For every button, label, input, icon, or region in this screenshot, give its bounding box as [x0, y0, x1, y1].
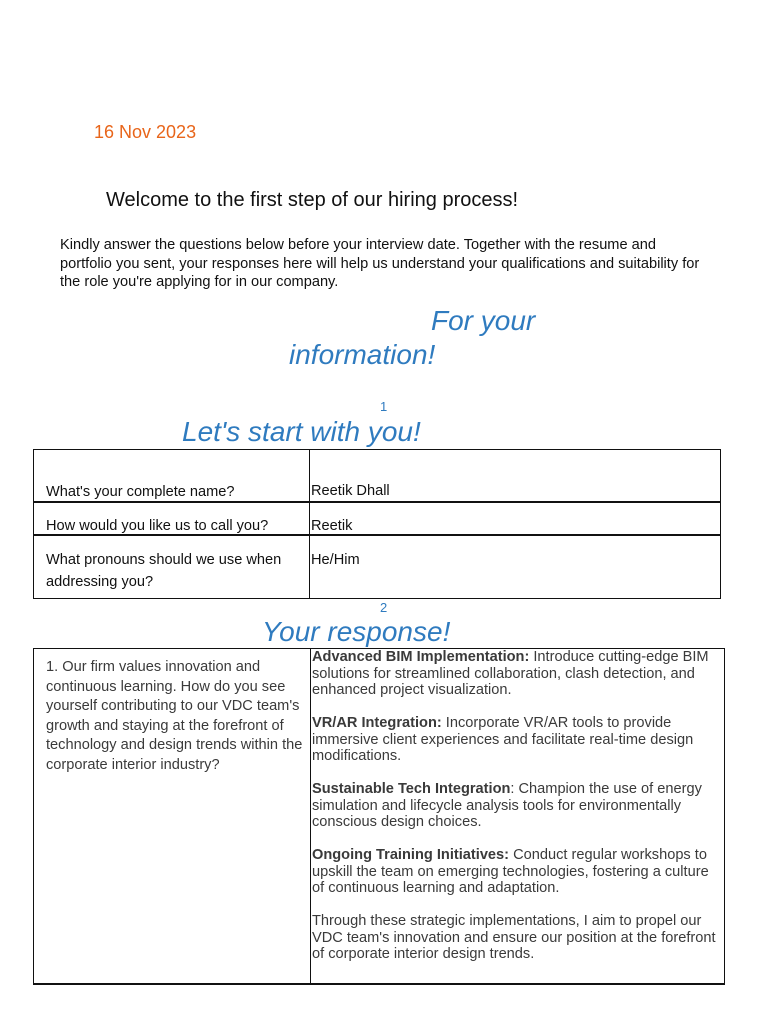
document-date: 16 Nov 2023	[94, 122, 197, 142]
question-nickname: How would you like us to call you?	[46, 518, 269, 534]
question-name: What's your complete name?	[46, 484, 235, 500]
response-table	[33, 648, 725, 985]
section-title: Let's start with you!	[182, 416, 421, 447]
column-divider	[309, 450, 310, 598]
column-divider	[310, 649, 311, 983]
section-number: 1	[380, 399, 388, 414]
answer-paragraph-text: Incorporate VR/AR tools to provide immersive client experiences and facilitate real-time design modifications.	[312, 715, 694, 764]
answer-paragraph-heading: VR/AR Integration:	[312, 715, 442, 731]
answer-name: Reetik Dhall	[311, 483, 390, 499]
info-heading-line1: For your	[431, 305, 536, 336]
answer-paragraph-text: : Champion the use of energy simulation and lifecycle analysis tools for environmentally conscious design choices.	[312, 781, 702, 830]
answer-paragraph	[312, 649, 724, 699]
section-number: 2	[380, 600, 388, 615]
response-answer	[312, 649, 724, 979]
answer-nickname: Reetik	[311, 518, 353, 534]
answer-paragraph-heading: Ongoing Training Initiatives:	[312, 847, 510, 863]
answer-paragraph-text: Through these strategic implementations, I aim to propel our VDC team's innovation and ensure our position at the forefront of corporate interior design trends.	[312, 913, 716, 962]
answer-paragraph-heading: Advanced BIM Implementation:	[312, 649, 530, 665]
welcome-heading: Welcome to the first step of our hiring process!	[106, 189, 519, 211]
answer-paragraph	[312, 913, 724, 963]
answer-paragraph	[312, 847, 724, 897]
answer-paragraph-heading: Sustainable Tech Integration	[312, 781, 511, 797]
answer-paragraph	[312, 781, 724, 831]
answer-pronouns: He/Him	[311, 552, 360, 568]
info-heading-line2: information!	[289, 339, 436, 370]
question-pronouns: What pronouns should we use when addressing you?	[46, 552, 282, 590]
section-title: Your response!	[262, 616, 451, 647]
personal-info-table	[33, 449, 721, 599]
response-question: 1. Our firm values innovation and continuous learning. How do you see yourself contributing to our VDC team's growth and staying at the forefront of technology and design trends within the corporate interior industry?	[46, 659, 303, 773]
answer-paragraph-text: Introduce cutting-edge BIM solutions for streamlined collaboration, clash detection, and enhanced project visualization.	[312, 649, 709, 698]
answer-paragraph	[312, 715, 724, 765]
intro-paragraph: Kindly answer the questions below before your interview date. Together with the resume and portfolio you sent, your responses here will help us understand your qualifications and suitability for the role you're applying for in our company.	[60, 237, 700, 290]
answer-paragraph-text: Conduct regular workshops to upskill the team on emerging technologies, fostering a culture of continuous learning and adaptation.	[312, 847, 709, 896]
